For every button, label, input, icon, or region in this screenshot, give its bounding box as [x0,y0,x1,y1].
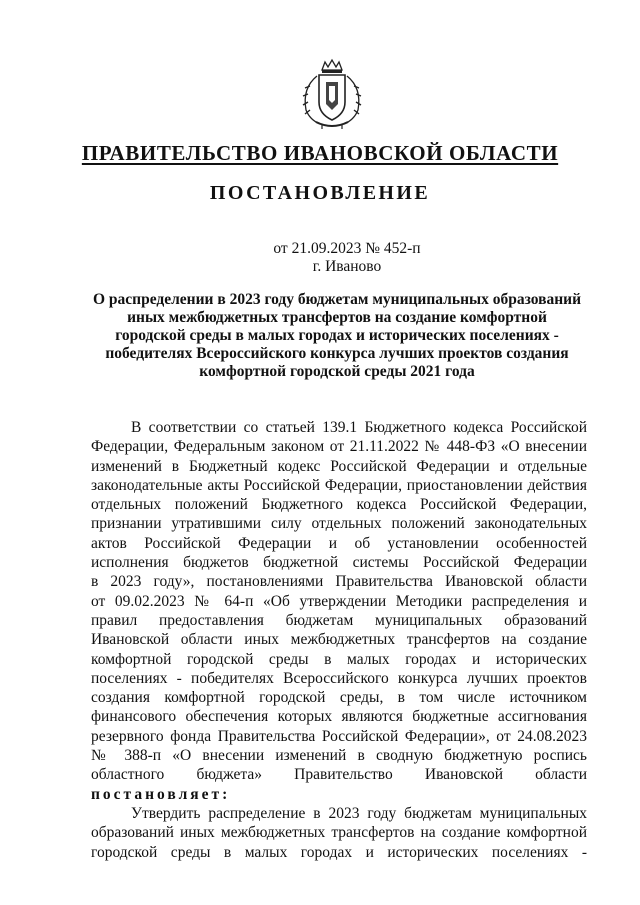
resolve-line [91,785,587,804]
body-line: Утвердить распределение в 2023 году бюджетам муниципальных [131,805,587,822]
body-line: Ивановской области иных межбюджетных трансфертов на создание [91,631,587,649]
body-line: признании утратившими силу отдельных положений законодательных [91,515,587,533]
body-line: актов Российской Федерации и об установлении особенностей [91,534,587,552]
body-line: образований иных межбюджетных трансфертов на создание комфортной [91,824,587,842]
subject-line: городской среды в малых городах и исторических поселениях - [115,327,559,344]
body-paragraph-1 [91,418,587,804]
subject-line: комфортной городской среды 2021 года [199,363,475,380]
document-type-title: ПОСТАНОВЛЕНИЕ [209,182,431,204]
body-line: областного бюджета» Правительство Ивановской области [91,766,587,784]
body-line: законодательные акты Российской Федерации, приостановлении действия [91,476,587,494]
body-line: № 388-п «О внесении изменений в сводную бюджетную роспись [91,747,587,765]
body-line: В соответствии со статьей 139.1 Бюджетного кодекса Российской [131,419,587,436]
body-line: изменений в Бюджетный кодекс Российской Федерации и отдельные [91,457,587,475]
subject-line: победителях Всероссийского конкурса лучших проектов создания [105,345,569,362]
body-line: в 2023 году», постановлениями Правительства Ивановской области [91,573,587,591]
body-line: исполнения бюджетов бюджетной системы Российской Федерации [91,554,587,572]
body-line: резервного фонда Правительства Российской Федерации», от 24.08.2023 [91,727,587,745]
subject-line: О распределении в 2023 году бюджетам муниципальных образований [92,291,582,308]
body-line: комфортной городской среды в малых городах и исторических [91,650,587,668]
government-title: ПРАВИТЕЛЬСТВО ИВАНОВСКОЙ ОБЛАСТИ [81,141,559,165]
body-line: поселениях - победителях Всероссийского конкурса лучших проектов [91,669,587,687]
resolve-word: постановляет: [91,785,231,803]
subject-line: иных межбюджетных трансфертов на создание комфортной [127,309,547,326]
body-line: финансового обеспечения которых являются бюджетные ассигнования [91,708,587,726]
decree-date-number: от 21.09.2023 № 452-п [273,240,421,257]
decree-city: г. Иваново [312,258,382,275]
body-line: городской среды в малых городах и исторических поселениях - [91,843,587,861]
body-line: правил предоставления бюджетам муниципальных образований [91,611,587,629]
decree-subject [86,291,588,381]
coat-of-arms-icon [292,58,372,132]
body-paragraph-2 [91,804,587,862]
body-line: Федерации, Федеральным законом от 21.11.2022 № 448-ФЗ «О внесении [91,438,587,456]
body-line: создания комфортной городской среды, в том числе источником [91,689,587,707]
body-line: от 09.02.2023 № 64-п «Об утверждении Методики распределения и [91,592,587,610]
body-line: отдельных положений Бюджетного кодекса Российской Федерации, [91,496,587,514]
